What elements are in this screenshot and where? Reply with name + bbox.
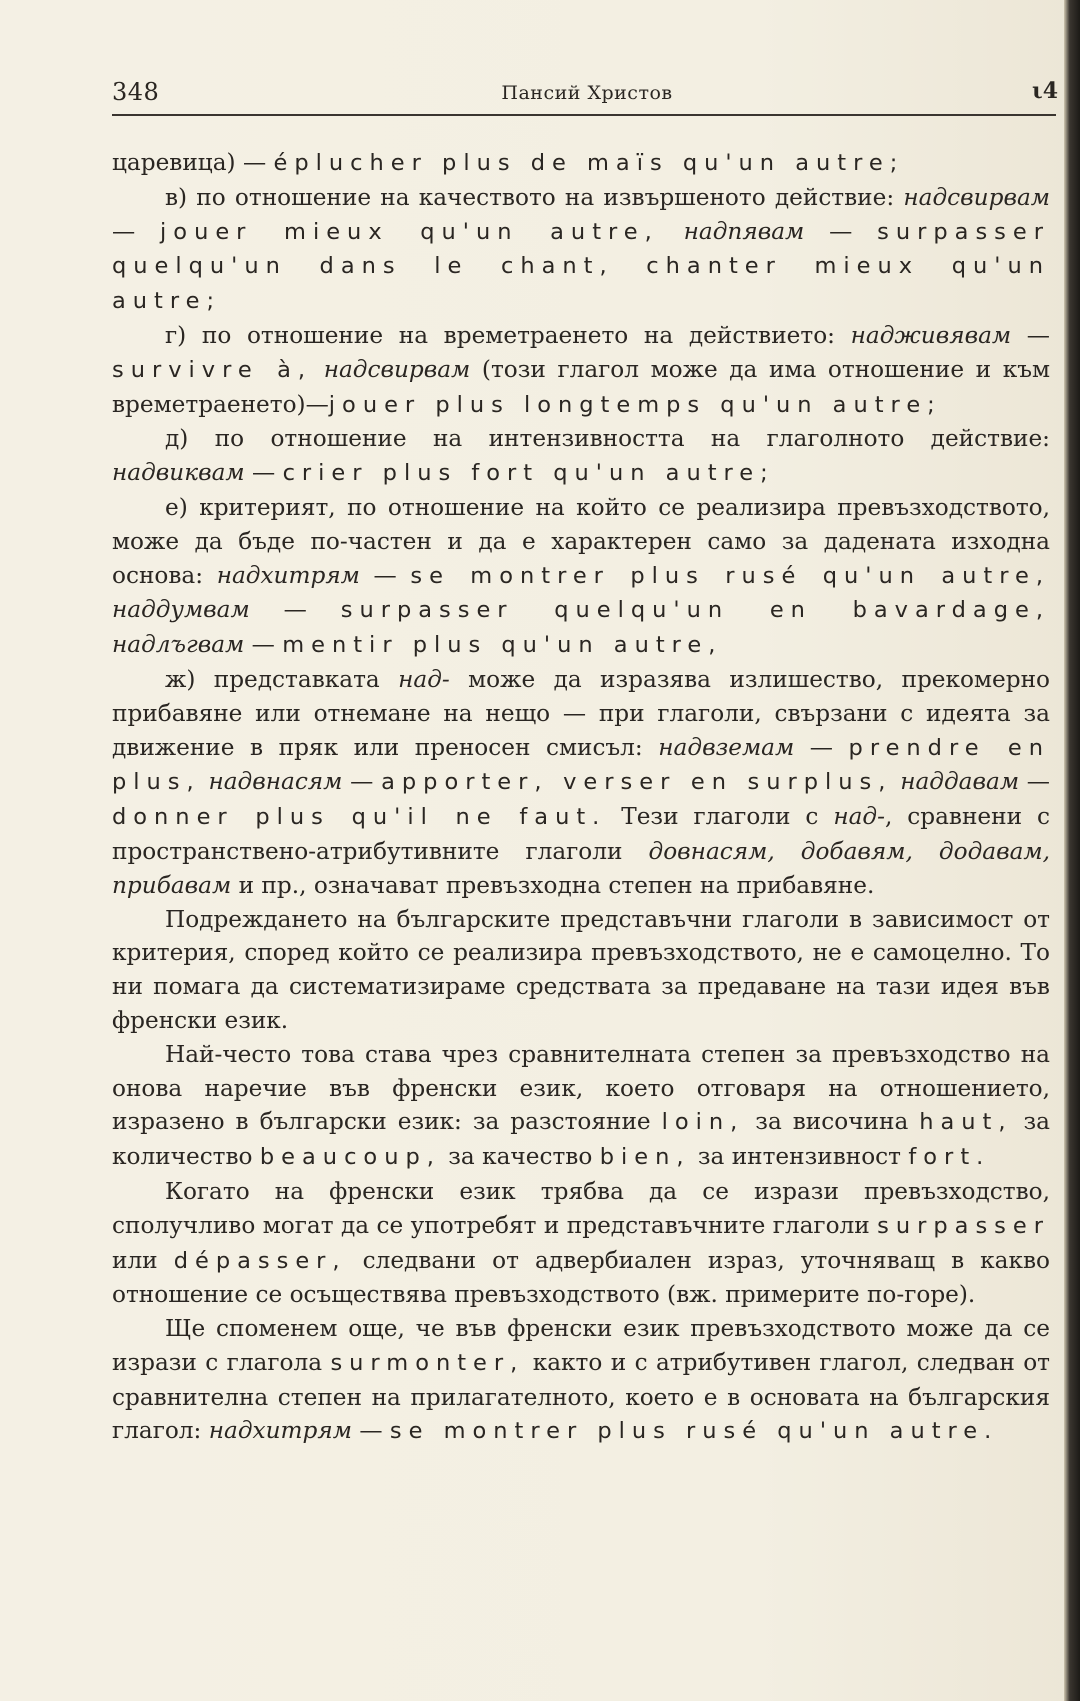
italic-term: надхитрям — [216, 561, 360, 589]
running-title: Пансий Христов — [501, 82, 673, 104]
paragraph — [112, 491, 1050, 663]
text-run: и пр., означават превъзходна степен на прибавяне. — [231, 871, 875, 899]
french-spaced-text: loin, — [661, 1109, 745, 1136]
french-spaced-text: se montrer plus rusé qu'un autre. — [389, 1418, 999, 1445]
text-run: — — [342, 768, 382, 796]
text-run: — — [112, 217, 161, 245]
text-run: в) по отношение на качеството на извършеното действие: — [165, 183, 904, 211]
french-spaced-text: surpasser quelqu'un dans le chant, chanter mieux qu'un autre; — [112, 218, 1050, 315]
french-spaced-text: bien, — [599, 1144, 691, 1171]
french-spaced-text: surmonter, — [330, 1349, 525, 1376]
text-run: за височина — [744, 1108, 920, 1136]
french-spaced-text: jouer mieux qu'un autre, — [160, 218, 659, 245]
italic-term: наддавам — [900, 768, 1020, 796]
french-spaced-text: surpasser — [877, 1212, 1050, 1239]
paragraph — [112, 903, 1050, 1038]
french-spaced-text: haut, — [919, 1109, 1013, 1136]
paragraph — [112, 1175, 1050, 1312]
paragraph — [112, 181, 1050, 319]
text-run: , сравнени с пространствено-атрибутивните глаголи — [112, 803, 1050, 865]
text-run: — — [244, 631, 283, 659]
book-spine-edge — [1064, 0, 1080, 1701]
text-run: Най-често това става чрез сравнителната степен за превъзходство на онова наречие във френски език, което отговаря на отношението, изразено в български език: за разстояние — [112, 1040, 1050, 1136]
paragraph — [112, 1312, 1050, 1449]
text-run: ж) представката — [165, 665, 399, 693]
french-spaced-text: survivre à, — [112, 356, 313, 383]
text-run: за интензивност — [690, 1143, 909, 1171]
text-run: д) по отношение на интензивността на глаголното действие: — [165, 425, 1050, 453]
text-run: — — [1011, 321, 1050, 349]
header-mark: ι4 — [1032, 78, 1058, 104]
italic-term: надвиквам — [112, 459, 245, 487]
paragraph — [112, 663, 1050, 903]
text-run — [659, 218, 684, 245]
italic-term: надхитрям — [208, 1417, 352, 1445]
italic-term: надживявам — [850, 321, 1012, 349]
italic-term: надвнасям — [208, 768, 343, 796]
french-spaced-text: crier plus fort qu'un autre; — [282, 460, 775, 487]
french-spaced-text: donner plus qu'il ne faut. — [112, 804, 607, 831]
italic-term: надпявам — [683, 217, 805, 245]
paragraph — [112, 319, 1050, 422]
french-spaced-text: beaucoup, — [259, 1144, 441, 1171]
text-run: или — [112, 1246, 174, 1274]
italic-term: над- — [833, 803, 885, 831]
text-run — [312, 356, 324, 383]
page-header — [112, 76, 1062, 116]
text-run: Когато на френски език трябва да се изрази превъзходство, сполучливо могат да се употребят и представъчните глаголи — [112, 1177, 1050, 1239]
french-spaced-text: mentir plus qu'un autre, — [282, 632, 723, 659]
text-run: (този глагол може да има отношение и към времетраенето)— — [112, 355, 1051, 418]
french-spaced-text: fort. — [908, 1144, 991, 1171]
italic-term: над- — [398, 665, 450, 693]
text-run: е) критерият, по отношение на който се реализира превъзходството, може да бъде по-частен и да е характерен само за дадената изходна основа: — [112, 493, 1050, 589]
french-spaced-text: apporter, verser en surplus, — [381, 769, 893, 796]
french-spaced-text: surpasser quelqu'un en bavardage, — [340, 597, 1050, 624]
italic-term: надлъгвам — [112, 631, 245, 659]
text-run: — — [249, 596, 341, 624]
text-run: — — [351, 1417, 390, 1445]
paragraph — [112, 146, 1050, 181]
text-run: — — [1019, 768, 1050, 796]
text-run: г) по отношение на времетраенето на действието: — [165, 321, 851, 349]
french-spaced-text: éplucher plus de maïs qu'un autre; — [273, 150, 905, 176]
paragraph — [112, 422, 1050, 491]
text-run: царевица) — — [112, 149, 274, 176]
body-text — [112, 146, 1050, 1449]
text-run: следвани от адвербиален израз, уточняващ в какво отношение се осъществява превъзходството (вж. примерите по-горе). — [112, 1246, 1050, 1309]
text-run: както и с атрибутивен глагол, следван от сравнителна степен на прилагателното, което е в основата на българския глагол: — [112, 1348, 1050, 1445]
italic-term: надсвирвам — [323, 355, 471, 383]
text-run: Тези глаголи с — [606, 803, 834, 831]
text-run: — — [804, 217, 878, 245]
text-run: може да изразява излишество, прекомерно прибавяне или отнемане на нещо — при глаголи, свързани с идеята за движение в пряк или преносен смисъл: — [112, 665, 1050, 761]
french-spaced-text: se montrer plus rusé qu'un autre, — [410, 562, 1050, 589]
page-number: 348 — [112, 78, 160, 106]
text-run: — — [794, 733, 849, 761]
french-spaced-text: prendre en plus, — [112, 734, 1050, 796]
text-run: Подреждането на българските представъчни глаголи в зависимост от критерия, според който се реализира превъзходството, не е самоцелно. То ни помага да систематизираме средствата за предаване на тази идея във френски език. — [112, 905, 1050, 1034]
header-rule — [112, 114, 1056, 116]
italic-term: наддумвам — [112, 596, 250, 624]
text-run: — — [244, 459, 283, 487]
text-run: — — [359, 561, 411, 589]
paragraph — [112, 1038, 1050, 1175]
italic-term: довнасям, добавям, додавам, прибавам — [112, 837, 1050, 899]
french-spaced-text: dépasser, — [173, 1247, 347, 1274]
text-run: за количество — [112, 1108, 1050, 1171]
italic-term: надсвирвам — [903, 183, 1050, 211]
text-run: Ще споменем още, че във френски език превъзходството може да се изрази с глагола — [112, 1315, 1050, 1376]
french-spaced-text: jouer plus longtemps qu'un autre; — [328, 391, 942, 418]
text-run: за качество — [440, 1143, 600, 1171]
italic-term: надвземам — [658, 733, 795, 761]
